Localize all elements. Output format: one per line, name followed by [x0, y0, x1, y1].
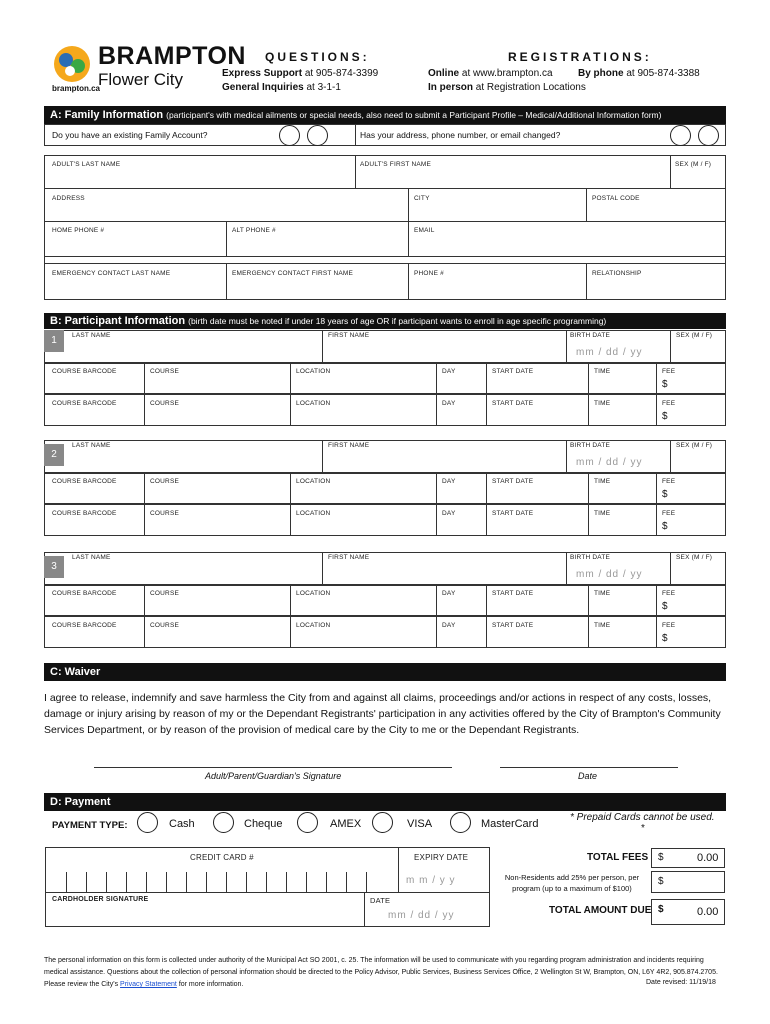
payment-type-label: PAYMENT TYPE:: [52, 820, 128, 831]
fee-label: FEE: [662, 400, 676, 407]
section-c-header: C: Waiver: [44, 663, 726, 681]
online-line: Online at www.brampton.ca: [428, 68, 553, 79]
day-field[interactable]: DAY: [442, 478, 456, 485]
waiver-text: I agree to release, indemnify and save harmless the City from and against all claims, proceedings and/or actions in respect of any costs, losses, damage or injury arising by reason of my or the Dependant Registrants' participation in any activities offered by the City of Brampton's Community Services Department, or by reason of the provision of medical care by the City to me or the Dependant Registrants.: [44, 692, 721, 736]
postal-code-field[interactable]: POSTAL CODE: [592, 195, 640, 202]
cardholder-signature-label[interactable]: CARDHOLDER SIGNATURE: [52, 896, 149, 903]
logo-name: BRAMPTON: [98, 42, 246, 70]
waiver-date-label: Date: [578, 771, 598, 781]
card-date-label: DATE: [370, 896, 391, 905]
time-field[interactable]: TIME: [594, 590, 611, 597]
alt-phone-field[interactable]: ALT PHONE #: [232, 227, 276, 234]
card-date-input[interactable]: mm / dd / yy: [388, 910, 455, 921]
general-line: General Inquiries at 3-1-1: [222, 82, 341, 93]
address-field[interactable]: ADDRESS: [52, 195, 85, 202]
privacy-footer: The personal information on this form is collected under authority of the Municipal Act SO 2001, c. 25. The information will be used to communicate with you regarding program administration and incidents requiring medical assistance. Questions about the collection of personal information should be directed to the Policy Advisor, Public Services, Business Services Office, 2 Wellington St W, Brampton, ON, L6Y 4R2, 905.874.2705. Please review the City's Privacy Statement for more information.: [44, 957, 718, 988]
location-field[interactable]: LOCATION: [296, 622, 331, 629]
logo-site: brampton.ca: [52, 84, 101, 93]
participant-number-badge: 1: [44, 330, 64, 352]
emergency-phone-field[interactable]: PHONE #: [414, 270, 444, 277]
location-field[interactable]: LOCATION: [296, 400, 331, 407]
privacy-statement-link[interactable]: Privacy Statement: [120, 981, 177, 988]
participant-last-name-field[interactable]: LAST NAME: [72, 442, 111, 449]
pay-mastercard-radio[interactable]: [450, 812, 471, 833]
expiry-label: EXPIRY DATE: [414, 853, 469, 862]
participant-last-name-field[interactable]: LAST NAME: [72, 332, 111, 339]
start-date-field[interactable]: START DATE: [492, 590, 534, 597]
participant-birth-date-input[interactable]: mm / dd / yy: [576, 457, 643, 468]
participant-sex-field[interactable]: SEX (M / F): [676, 332, 713, 339]
course-row: [44, 394, 726, 426]
signature-line[interactable]: [94, 767, 452, 768]
total-fees-value: 0.00: [697, 852, 719, 864]
course-row: [44, 584, 726, 616]
day-field[interactable]: DAY: [442, 622, 456, 629]
day-field[interactable]: DAY: [442, 368, 456, 375]
pay-cheque-label: Cheque: [244, 818, 283, 830]
date-revised: Date revised: 11/19/18: [646, 979, 716, 986]
course-barcode-field[interactable]: COURSE BARCODE: [52, 510, 117, 517]
inperson-line: In person at Registration Locations: [428, 82, 586, 93]
fee-label: FEE: [662, 368, 676, 375]
fee-input[interactable]: $: [662, 633, 668, 644]
pay-cheque-radio[interactable]: [213, 812, 234, 833]
existing-account-no[interactable]: [307, 125, 328, 146]
existing-account-yes[interactable]: [279, 125, 300, 146]
day-field[interactable]: DAY: [442, 400, 456, 407]
location-field[interactable]: LOCATION: [296, 510, 331, 517]
fee-input[interactable]: $: [662, 411, 668, 422]
day-field[interactable]: DAY: [442, 590, 456, 597]
course-barcode-field[interactable]: COURSE BARCODE: [52, 478, 117, 485]
start-date-field[interactable]: START DATE: [492, 510, 534, 517]
emergency-first-name-field[interactable]: EMERGENCY CONTACT FIRST NAME: [232, 270, 354, 277]
city-field[interactable]: CITY: [414, 195, 430, 202]
express-line: Express Support at 905-874-3399: [222, 68, 379, 79]
pay-cash-label: Cash: [169, 818, 195, 830]
signature-label: Adult/Parent/Guardian's Signature: [205, 771, 342, 781]
expiry-input[interactable]: m m / y y: [406, 875, 456, 886]
address-changed-question: Has your address, phone number, or email changed?: [360, 130, 561, 140]
participant-first-name-field[interactable]: FIRST NAME: [328, 332, 370, 339]
course-row: [44, 362, 726, 394]
prepaid-star: *: [641, 823, 645, 834]
fee-label: FEE: [662, 622, 676, 629]
time-field[interactable]: TIME: [594, 622, 611, 629]
adult-sex-field[interactable]: SEX (M / F): [675, 161, 712, 168]
address-changed-yes[interactable]: [670, 125, 691, 146]
address-changed-no[interactable]: [698, 125, 719, 146]
participant-sex-field[interactable]: SEX (M / F): [676, 554, 713, 561]
participant-birth-date-label: BIRTH DATE: [570, 442, 611, 449]
section-d-header: D: Payment: [44, 793, 726, 811]
location-field[interactable]: LOCATION: [296, 590, 331, 597]
relationship-field[interactable]: RELATIONSHIP: [592, 270, 642, 277]
emergency-last-name-field[interactable]: EMERGENCY CONTACT LAST NAME: [52, 270, 171, 277]
fee-input[interactable]: $: [662, 601, 668, 612]
time-field[interactable]: TIME: [594, 478, 611, 485]
participant-birth-date-input[interactable]: mm / dd / yy: [576, 569, 643, 580]
credit-card-label: CREDIT CARD #: [190, 853, 254, 862]
section-b-header: B: Participant Information (birth date must be noted if under 18 years of age OR if participant wants to enroll in age specific programming): [44, 313, 726, 329]
course-barcode-field[interactable]: COURSE BARCODE: [52, 590, 117, 597]
email-field[interactable]: EMAIL: [414, 227, 435, 234]
start-date-field[interactable]: START DATE: [492, 400, 534, 407]
start-date-field[interactable]: START DATE: [492, 478, 534, 485]
participant-last-name-field[interactable]: LAST NAME: [72, 554, 111, 561]
adult-first-name-field[interactable]: ADULT'S FIRST NAME: [360, 161, 432, 168]
course-row: [44, 504, 726, 536]
pay-visa-label: VISA: [407, 818, 433, 830]
registrations-title: REGISTRATIONS:: [508, 50, 652, 64]
brampton-logo-icon: [52, 44, 92, 84]
fee-label: FEE: [662, 590, 676, 597]
participant-birth-date-label: BIRTH DATE: [570, 554, 611, 561]
total-fees-label: TOTAL FEES: [587, 852, 649, 863]
total-due-value: 0.00: [697, 906, 719, 918]
participant-birth-date-label: BIRTH DATE: [570, 332, 611, 339]
day-field[interactable]: DAY: [442, 510, 456, 517]
time-field[interactable]: TIME: [594, 368, 611, 375]
course-row: [44, 472, 726, 504]
location-field[interactable]: LOCATION: [296, 478, 331, 485]
course-field[interactable]: COURSE: [150, 510, 180, 517]
fee-input[interactable]: $: [662, 521, 668, 532]
waiver-date-line[interactable]: [500, 767, 678, 768]
prepaid-note: * Prepaid Cards cannot be used.: [570, 812, 715, 823]
total-due-label: TOTAL AMOUNT DUE: [549, 905, 652, 916]
pay-cash-radio[interactable]: [137, 812, 158, 833]
logo-tagline: Flower City: [98, 70, 184, 89]
course-barcode-field[interactable]: COURSE BARCODE: [52, 368, 117, 375]
section-a-header: A: Family Information (participant's with medical ailments or special needs, also need to submit a Participant Profile – Medical/Additional Information form): [44, 106, 726, 124]
course-field[interactable]: COURSE: [150, 368, 180, 375]
course-barcode-field[interactable]: COURSE BARCODE: [52, 400, 117, 407]
fee-label: FEE: [662, 478, 676, 485]
fee-label: FEE: [662, 510, 676, 517]
course-field[interactable]: COURSE: [150, 622, 180, 629]
phone-line: By phone at 905-874-3388: [578, 68, 700, 79]
participant-birth-date-input[interactable]: mm / dd / yy: [576, 347, 643, 358]
home-phone-field[interactable]: HOME PHONE #: [52, 227, 105, 234]
pay-amex-radio[interactable]: [297, 812, 318, 833]
course-field[interactable]: COURSE: [150, 478, 180, 485]
total-due-dollar: $: [658, 904, 664, 915]
participant-sex-field[interactable]: SEX (M / F): [676, 442, 713, 449]
pay-visa-radio[interactable]: [372, 812, 393, 833]
participant-number-badge: 2: [44, 444, 64, 466]
start-date-field[interactable]: START DATE: [492, 368, 534, 375]
family-info-grid: [44, 155, 726, 300]
total-fees-dollar: $: [658, 852, 664, 863]
nonresident-note: Non-Residents add 25% per person, per program (up to a maximum of $100): [504, 873, 640, 893]
pay-amex-label: AMEX: [330, 818, 362, 830]
time-field[interactable]: TIME: [594, 400, 611, 407]
participant-number-badge: 3: [44, 556, 64, 578]
course-row: [44, 616, 726, 648]
existing-account-question: Do you have an existing Family Account?: [52, 130, 208, 140]
participant-first-name-field[interactable]: FIRST NAME: [328, 554, 370, 561]
adult-last-name-field[interactable]: ADULT'S LAST NAME: [52, 161, 121, 168]
questions-title: QUESTIONS:: [265, 50, 370, 64]
time-field[interactable]: TIME: [594, 510, 611, 517]
pay-mastercard-label: MasterCard: [481, 818, 539, 830]
fee-input[interactable]: $: [662, 379, 668, 390]
course-field[interactable]: COURSE: [150, 590, 180, 597]
nonresident-dollar: $: [658, 876, 664, 887]
fee-input[interactable]: $: [662, 489, 668, 500]
start-date-field[interactable]: START DATE: [492, 622, 534, 629]
participant-first-name-field[interactable]: FIRST NAME: [328, 442, 370, 449]
location-field[interactable]: LOCATION: [296, 368, 331, 375]
course-barcode-field[interactable]: COURSE BARCODE: [52, 622, 117, 629]
course-field[interactable]: COURSE: [150, 400, 180, 407]
